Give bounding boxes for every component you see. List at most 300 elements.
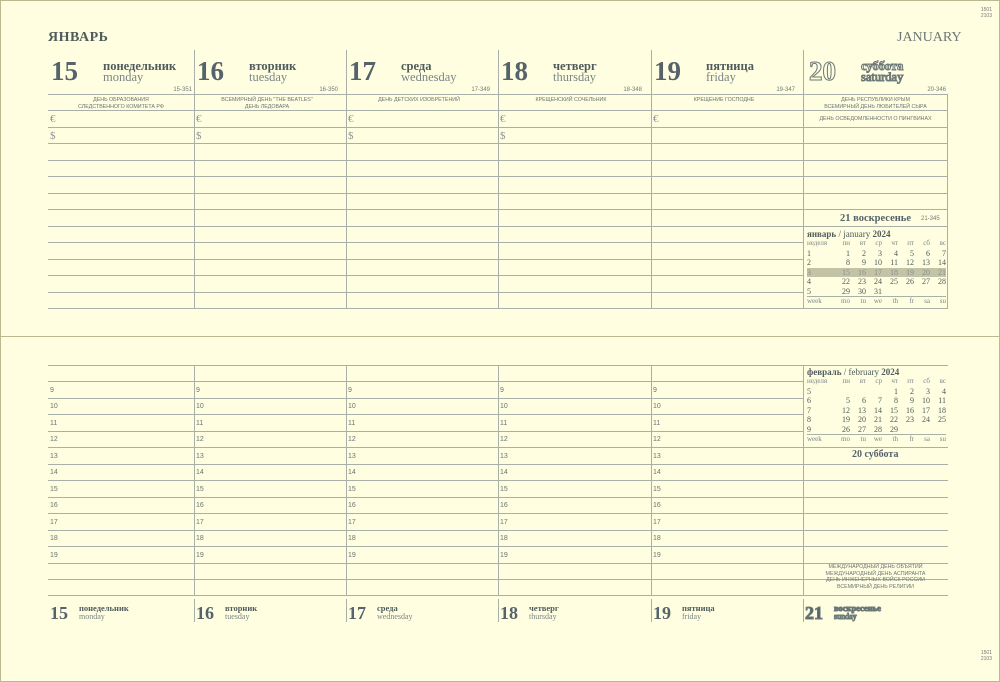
holiday-list (346, 97, 492, 104)
calendar-week-row (807, 396, 946, 406)
day-name-en: wednesday (401, 70, 457, 84)
hour-label: 9 (500, 387, 504, 394)
hour-label: 16 (50, 502, 58, 509)
footer-day-number: 21 (805, 603, 823, 623)
notes-row-line[interactable] (803, 513, 948, 514)
hour-label: 19 (500, 552, 508, 559)
notes-row-line[interactable] (803, 127, 948, 128)
week-number[interactable]: 5 (807, 386, 811, 396)
schedule-row-line[interactable] (48, 447, 803, 448)
calendar-week-row (807, 249, 946, 259)
sunday-title: 21 воскресенье (840, 213, 912, 224)
schedule-row-line[interactable] (48, 497, 803, 498)
week-number[interactable]: 7 (807, 405, 811, 415)
holiday-list (803, 97, 948, 110)
hour-label: 14 (500, 469, 508, 476)
hour-label: 16 (500, 502, 508, 509)
schedule-row-line[interactable] (48, 546, 803, 547)
footer-day-number: 16 (196, 603, 214, 623)
column-separator (194, 599, 195, 622)
holiday-list (498, 97, 644, 104)
holiday-list (48, 97, 194, 110)
calendar-cell[interactable]: 31 (874, 286, 882, 296)
notes-row-line[interactable] (803, 143, 948, 144)
column-separator (498, 599, 499, 622)
schedule-row-line[interactable] (48, 398, 803, 399)
calendar-cell[interactable]: 5 (910, 248, 914, 258)
calendar-cell: вт (859, 377, 866, 385)
day-count: 21-345 (921, 216, 940, 222)
notes-row-line[interactable] (803, 530, 948, 531)
mini-calendar (807, 367, 946, 445)
calendar-cell: вс (939, 239, 946, 247)
notes-row-line[interactable] (48, 176, 803, 177)
hour-label: 12 (348, 436, 356, 443)
hour-label: 18 (653, 535, 661, 542)
calendar-week-row (807, 287, 946, 297)
calendar-cell: пн (842, 239, 850, 247)
calendar-cell[interactable]: 25 (938, 415, 946, 424)
dollar-icon: $ (500, 130, 506, 142)
calendar-cell[interactable]: 24 (922, 415, 930, 424)
day-number: 17 (349, 56, 376, 86)
notes-row-line[interactable] (803, 209, 948, 210)
schedule-row-line[interactable] (48, 414, 803, 415)
notes-row-line[interactable] (48, 242, 803, 243)
hour-label: 10 (196, 403, 204, 410)
calendar-cell[interactable]: 19 (898, 268, 914, 278)
holiday-text: ВСЕМИРНЫЙ ДЕНЬ "THE BEATLES" (221, 97, 313, 103)
calendar-cell[interactable]: 22 (890, 415, 898, 424)
hour-label: 15 (196, 486, 204, 493)
calendar-cell[interactable]: 20 (858, 415, 866, 424)
hour-label: 15 (653, 486, 661, 493)
footer-day-number: 19 (653, 603, 671, 623)
calendar-footer-row (807, 297, 946, 307)
calendar-cell[interactable]: 10 (874, 258, 882, 267)
notes-row-line[interactable] (48, 209, 803, 210)
calendar-cell[interactable]: 22 (842, 277, 850, 286)
calendar-week-row (807, 258, 946, 268)
calendar-cell[interactable]: 26 (842, 424, 850, 434)
hour-label: 12 (50, 436, 58, 443)
day-name-ru: среда (401, 59, 432, 73)
hour-label: 13 (653, 453, 661, 460)
calendar-cell[interactable]: 23 (906, 415, 914, 424)
saturday-name-en: saturday (861, 70, 904, 84)
notes-row-line[interactable] (48, 143, 803, 144)
calendar-cell: пт (907, 239, 914, 247)
hour-label: 18 (50, 535, 58, 542)
hour-label: 18 (500, 535, 508, 542)
week-number[interactable]: 8 (807, 415, 811, 424)
saturday-name-ru: суббота (861, 59, 904, 73)
calendar-cell: mo (834, 435, 850, 445)
day-number: 19 (654, 56, 681, 86)
hour-label: 10 (50, 403, 58, 410)
calendar-week-row (807, 415, 946, 425)
hour-label: 19 (196, 552, 204, 559)
calendar-week-row (807, 425, 946, 435)
holiday-list (803, 564, 948, 590)
calendar-cell[interactable]: 14 (938, 258, 946, 267)
calendar-cell[interactable]: 29 (890, 424, 898, 434)
calendar-cell[interactable]: 27 (858, 424, 866, 434)
hour-label: 16 (196, 502, 204, 509)
holiday-text: ДЕНЬ РЕСПУБЛИКИ КРЫМ (841, 97, 910, 103)
footer-day-name-en: sunday (834, 612, 857, 621)
calendar-cell[interactable] (898, 425, 914, 435)
calendar-cell[interactable]: 12 (906, 258, 914, 267)
hour-label: 9 (348, 387, 352, 394)
schedule-row-line[interactable] (48, 381, 803, 382)
notes-row-line[interactable] (803, 176, 948, 177)
footer-day-name-en: wednesday (377, 612, 413, 621)
hour-label: 19 (348, 552, 356, 559)
notes-row-line[interactable] (803, 160, 948, 161)
calendar-cell[interactable] (882, 287, 898, 297)
hour-label: 9 (50, 387, 54, 394)
calendar-cell[interactable]: 1 (846, 248, 850, 258)
footer-day-name-ru: вторник (225, 603, 258, 613)
hour-label: 13 (500, 453, 508, 460)
hour-label: 15 (50, 486, 58, 493)
calendar-cell[interactable]: 26 (906, 277, 914, 286)
column-separator (194, 50, 195, 308)
calendar-cell[interactable]: 8 (846, 258, 850, 267)
calendar-cell: th (882, 297, 898, 307)
column-separator (803, 50, 804, 308)
day-count: 15-351 (173, 87, 192, 93)
calendar-cell: fr (898, 297, 914, 307)
schedule-row-line[interactable] (48, 431, 803, 432)
calendar-cell[interactable]: 5 (846, 396, 850, 405)
holiday-text: ВСЕМИРНЫЙ ДЕНЬ РЕЛИГИИ (837, 583, 914, 590)
week-number[interactable]: 1 (807, 248, 811, 258)
hour-label: 11 (196, 420, 204, 427)
calendar-cell[interactable]: 9 (862, 258, 866, 267)
calendar-cell[interactable] (866, 387, 882, 397)
calendar-month-ru: февраль (807, 367, 842, 377)
hour-label: 14 (348, 469, 356, 476)
calendar-cell[interactable]: 2 (862, 248, 866, 258)
calendar-cell[interactable]: 20 (914, 268, 930, 278)
day-count: 20-346 (927, 87, 946, 93)
footer-day-number: 15 (50, 603, 68, 623)
day-name-en: thursday (553, 70, 597, 84)
column-separator (346, 50, 347, 308)
footer-day-name-ru: четверг (529, 603, 559, 613)
euro-icon: € (196, 113, 202, 125)
calendar-cell[interactable]: 15 (834, 268, 850, 278)
calendar-cell[interactable] (850, 387, 866, 397)
schedule-row-line[interactable] (48, 464, 803, 465)
calendar-cell[interactable] (914, 425, 930, 435)
notes-row-line[interactable] (803, 546, 948, 547)
day-number: 15 (51, 56, 78, 86)
calendar-cell: сб (923, 239, 930, 247)
calendar-cell[interactable]: 18 (882, 268, 898, 278)
page-code-top (972, 7, 992, 19)
calendar-cell[interactable]: 6 (926, 248, 930, 258)
notes-row-line[interactable] (48, 193, 803, 194)
holiday-rule (48, 110, 948, 111)
calendar-cell[interactable]: 12 (842, 405, 850, 415)
hour-label: 10 (653, 403, 661, 410)
calendar-cell[interactable]: 27 (922, 277, 930, 286)
calendar-cell[interactable]: 3 (878, 248, 882, 258)
hour-label: 10 (500, 403, 508, 410)
calendar-week-row (807, 406, 946, 416)
holiday-list (194, 97, 340, 110)
day-count: 19-347 (776, 87, 795, 93)
euro-icon: € (653, 113, 659, 125)
calendar-cell[interactable]: 28 (938, 277, 946, 286)
calendar-separator: / (836, 229, 844, 239)
day-name-en: friday (706, 70, 736, 84)
notes-row-line[interactable] (48, 226, 803, 227)
calendar-cell: tu (850, 435, 866, 445)
page-fold-divider (0, 336, 1000, 337)
hour-label: 17 (348, 519, 356, 526)
calendar-cell[interactable]: 25 (890, 277, 898, 286)
day-name-ru: понедельник (103, 59, 177, 73)
calendar-year: 2024 (872, 229, 891, 239)
calendar-month-ru: январь (807, 229, 837, 239)
column-separator (346, 599, 347, 622)
calendar-cell[interactable]: 24 (874, 277, 882, 286)
calendar-cell[interactable] (930, 287, 946, 297)
calendar-grid (807, 239, 946, 307)
holiday-text: ДЕНЬ ДЕТСКИХ ИЗОБРЕТЕНИЙ (378, 97, 460, 103)
notes-row-line[interactable] (48, 259, 803, 260)
footer-day-number: 17 (348, 603, 366, 623)
calendar-header-row (807, 239, 946, 249)
day-name-ru: вторник (249, 59, 297, 73)
calendar-cell[interactable]: 4 (942, 386, 946, 396)
calendar-cell: пт (907, 377, 914, 385)
calendar-cell[interactable]: 1 (894, 386, 898, 396)
holiday-text: ВСЕМИРНЫЙ ДЕНЬ ЛЮБИТЕЛЕЙ СЫРА (824, 103, 927, 110)
calendar-cell: вс (939, 377, 946, 385)
calendar-cell[interactable]: 19 (842, 415, 850, 424)
calendar-cell[interactable]: 28 (874, 424, 882, 434)
calendar-cell[interactable]: 18 (938, 405, 946, 415)
calendar-cell[interactable]: 14 (874, 405, 882, 415)
footer-day-name-en: monday (79, 612, 105, 621)
saturday-title-bottom: 20 суббота (852, 449, 899, 460)
calendar-cell[interactable]: 9 (910, 396, 914, 405)
hour-label: 11 (653, 420, 661, 427)
holiday-list (651, 97, 797, 104)
mini-calendar-title (807, 229, 946, 239)
calendar-cell[interactable] (898, 287, 914, 297)
calendar-cell[interactable]: 11 (938, 396, 946, 405)
dollar-icon: $ (348, 130, 354, 142)
hour-label: 17 (653, 519, 661, 526)
calendar-cell[interactable]: 17 (922, 405, 930, 415)
calendar-cell: tu (850, 297, 866, 307)
page-code-bottom (972, 650, 992, 662)
sunday-rule (803, 226, 948, 227)
calendar-cell[interactable] (834, 387, 850, 397)
hour-label: 9 (653, 387, 657, 394)
day-number: 16 (197, 56, 224, 86)
week-number[interactable]: 2 (807, 258, 811, 267)
column-separator (651, 599, 652, 622)
hour-label: 19 (50, 552, 58, 559)
calendar-cell: ср (875, 377, 882, 385)
calendar-cell[interactable]: 10 (922, 396, 930, 405)
holiday-text: ДЕНЬ ОСВЕДОМЛЕННОСТИ О ПИНГВИНАХ (819, 116, 932, 122)
notes-row-line[interactable] (803, 497, 948, 498)
week-number[interactable]: 4 (807, 277, 811, 286)
calendar-year: 2024 (881, 367, 900, 377)
calendar-cell[interactable]: 8 (894, 396, 898, 405)
calendar-cell[interactable]: 30 (858, 286, 866, 296)
calendar-cell[interactable]: 21 (874, 415, 882, 424)
week-number[interactable]: 9 (807, 424, 811, 434)
column-separator (651, 50, 652, 308)
calendar-cell[interactable]: 29 (842, 286, 850, 296)
calendar-cell[interactable]: 6 (862, 396, 866, 405)
calendar-week-row (807, 277, 946, 287)
hour-label: 15 (500, 486, 508, 493)
calendar-cell[interactable]: 16 (850, 268, 866, 278)
mini-calendar (807, 229, 946, 307)
calendar-cell[interactable] (930, 425, 946, 435)
week-number: неделя (807, 239, 828, 247)
hour-label: 14 (50, 469, 58, 476)
footer-day-name-ru: понедельник (79, 603, 129, 613)
calendar-month-en: january (843, 229, 871, 239)
holiday-text: МЕЖДУНАРОДНЫЙ ДЕНЬ АСПИРАНТА (825, 570, 926, 577)
schedule-row-line[interactable] (48, 513, 803, 514)
holiday-text: КРЕЩЕНИЕ ГОСПОДНЕ (693, 97, 755, 103)
euro-icon: € (348, 113, 354, 125)
notes-row-line[interactable] (48, 292, 803, 293)
notes-row-line[interactable] (803, 480, 948, 481)
calendar-cell: ср (875, 239, 882, 247)
calendar-cell[interactable]: 7 (942, 248, 946, 258)
page-code-line: 2103 (980, 13, 992, 19)
calendar-grid (807, 377, 946, 445)
dollar-icon: $ (50, 130, 56, 142)
hour-label: 11 (348, 420, 356, 427)
notes-row-line[interactable] (48, 160, 803, 161)
schedule-row-line[interactable] (48, 579, 803, 580)
calendar-cell[interactable]: 23 (858, 277, 866, 286)
week-number: week (807, 435, 834, 445)
calendar-cell: su (930, 435, 946, 445)
day-count: 18-348 (623, 87, 642, 93)
hour-label: 14 (653, 469, 661, 476)
notes-row-line[interactable] (803, 464, 948, 465)
schedule-row-line[interactable] (48, 530, 803, 531)
calendar-cell: sa (914, 297, 930, 307)
footer-day-number: 18 (500, 603, 518, 623)
hour-label: 9 (196, 387, 200, 394)
calendar-cell[interactable]: 2 (910, 386, 914, 396)
calendar-cell[interactable] (914, 287, 930, 297)
saturday-number: 20 (809, 56, 836, 86)
notes-row-line[interactable] (48, 275, 803, 276)
calendar-cell: we (866, 297, 882, 307)
hour-label: 13 (348, 453, 356, 460)
notes-row-line[interactable] (48, 308, 803, 309)
calendar-cell: чт (891, 239, 898, 247)
calendar-cell[interactable]: 15 (890, 405, 898, 415)
schedule-row-line[interactable] (48, 563, 803, 564)
calendar-cell[interactable]: 4 (894, 248, 898, 258)
calendar-cell: вт (859, 239, 866, 247)
schedule-row-line[interactable] (48, 480, 803, 481)
calendar-cell[interactable]: 16 (906, 405, 914, 415)
day-count: 17-349 (471, 87, 490, 93)
week-number[interactable]: 6 (807, 396, 811, 405)
hour-label: 13 (196, 453, 204, 460)
calendar-cell: сб (923, 377, 930, 385)
schedule-top-rule (48, 365, 948, 366)
week-number: week (807, 297, 834, 307)
calendar-header-row (807, 377, 946, 387)
holiday-text: ДЕНЬ ИНЖЕНЕРНЫХ ВОЙСК РОССИИ (826, 577, 925, 583)
week-number: неделя (807, 377, 828, 385)
notes-row-line[interactable] (803, 193, 948, 194)
calendar-cell[interactable]: 11 (890, 258, 898, 267)
sunday-rule (803, 308, 948, 309)
month-title-en: JANUARY (897, 30, 962, 45)
hour-label: 15 (348, 486, 356, 493)
calendar-cell: sa (914, 435, 930, 445)
footer-day-name-en: tuesday (225, 612, 250, 621)
calendar-cell[interactable]: 7 (878, 396, 882, 405)
week-number[interactable]: 3 (807, 268, 834, 278)
notes-row-line[interactable] (48, 127, 803, 128)
holiday-text: ДЕНЬ ОБРАЗОВАНИЯ (93, 97, 149, 103)
hour-label: 10 (348, 403, 356, 410)
calendar-cell[interactable]: 13 (858, 405, 866, 415)
notes-row-line[interactable] (803, 447, 948, 448)
calendar-cell[interactable]: 21 (930, 268, 946, 278)
calendar-month-en: february (848, 367, 879, 377)
month-title-ru: ЯНВАРЬ (48, 30, 109, 45)
column-separator (803, 599, 804, 622)
hour-label: 16 (653, 502, 661, 509)
hour-label: 18 (196, 535, 204, 542)
calendar-cell[interactable]: 17 (866, 268, 882, 278)
page-code-line: 2103 (980, 656, 992, 662)
day-name-en: tuesday (249, 70, 288, 84)
hour-label: 11 (500, 420, 508, 427)
page-code-line: 1501 (980, 650, 992, 656)
week-number[interactable]: 5 (807, 286, 811, 296)
hour-label: 17 (196, 519, 204, 526)
hour-label: 17 (50, 519, 58, 526)
footer-day-name-ru: пятница (682, 603, 715, 613)
calendar-cell[interactable]: 3 (926, 386, 930, 396)
hour-label: 18 (348, 535, 356, 542)
footer-day-name-ru: среда (377, 603, 398, 613)
hour-label: 13 (50, 453, 58, 460)
calendar-week-row (807, 387, 946, 397)
calendar-cell[interactable]: 13 (922, 258, 930, 267)
holiday-text: ДЕНЬ ЛЕДОВАРА (244, 103, 290, 110)
hour-label: 12 (653, 436, 661, 443)
day-name-ru: четверг (553, 59, 597, 73)
day-count: 16-350 (319, 87, 338, 93)
calendar-footer-row (807, 435, 946, 445)
